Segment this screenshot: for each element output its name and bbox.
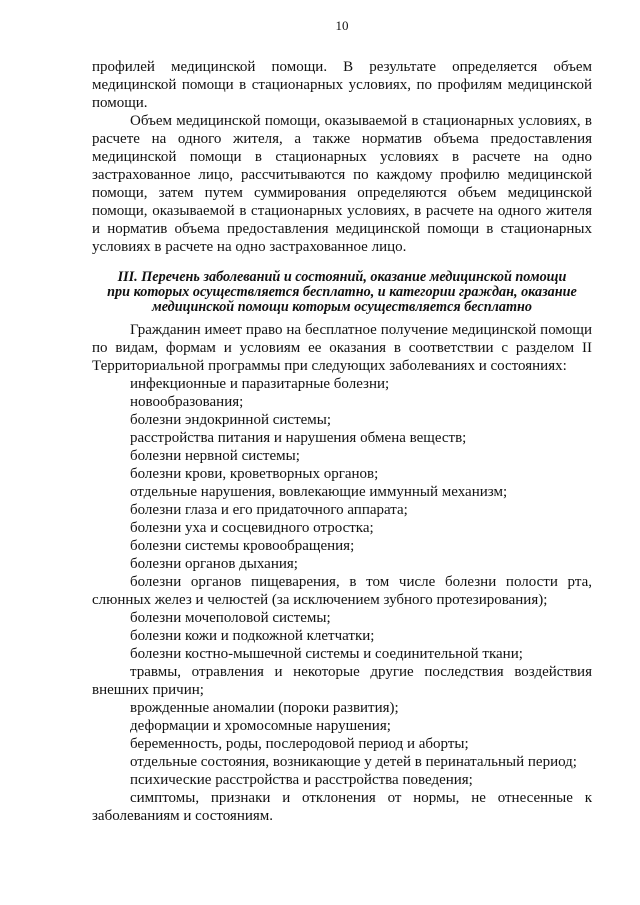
list-item: болезни глаза и его придаточного аппарата; (130, 502, 408, 518)
paragraph-continuation: профилей медицинской помощи. В результате определяется объем медицинской помощи в стационарных условиях, по профилям медицинской помощи. (92, 59, 592, 111)
spacer (92, 256, 592, 270)
list-item: болезни уха и сосцевидного отростка; (130, 520, 374, 536)
list-item: болезни органов дыхания; (130, 556, 298, 572)
list-item: болезни костно-мышечной системы и соединительной ткани; (130, 646, 523, 662)
list-item: болезни органов пищеварения, в том числе болезни полости рта, слюнных желез и челюстей (за исключением зубного протезирования); (92, 574, 592, 608)
list-item: психические расстройства и расстройства поведения; (130, 772, 473, 788)
disease-list (92, 375, 592, 825)
list-item: новообразования; (130, 394, 244, 410)
list-item: деформации и хромосомные нарушения; (130, 718, 391, 734)
list-item: отдельные нарушения, вовлекающие иммунный механизм; (130, 484, 508, 500)
list-item: инфекционные и паразитарные болезни; (130, 376, 390, 392)
section-intro: Гражданин имеет право на бесплатное получение медицинской помощи по видам, формам и условиям ее оказания в соответствии с разделом II Территориальной программы при следующих заболеваниях и состояниях: (92, 322, 592, 374)
list-item: травмы, отравления и некоторые другие последствия воздействия внешних причин; (92, 664, 592, 698)
list-item: болезни нервной системы; (130, 448, 300, 464)
list-item: симптомы, признаки и отклонения от нормы, не отнесенные к заболеваниям и состояниям. (92, 790, 592, 824)
list-item: расстройства питания и нарушения обмена веществ; (130, 430, 467, 446)
section-heading-line: медицинской помощи которым осуществляется бесплатно (152, 299, 532, 315)
list-item: болезни эндокринной системы; (130, 412, 332, 428)
section-heading-line: при которых осуществляется бесплатно, и категории граждан, оказание (107, 284, 577, 300)
list-item: болезни мочеполовой системы; (130, 610, 331, 626)
paragraph-volume-calculation: Объем медицинской помощи, оказываемой в стационарных условиях, в расчете на одного жителя, а также норматив объема предоставления медицинской помощи в стационарных условиях в расчете на одно застрахованное лицо, рассчитываются по каждому профилю медицинской помощи, затем путем суммирования определяются объем медицинской помощи, оказываемой в стационарных условиях, в расчете на одного жителя и норматив объема предоставления медицинской помощи в стационарных условиях в расчете на одно застрахованное лицо. (92, 113, 592, 255)
section-heading-line: III. Перечень заболеваний и состояний, оказание медицинской помощи (117, 269, 567, 285)
page-number: 10 (335, 18, 349, 33)
list-item: болезни крови, кроветворных органов; (130, 466, 379, 482)
list-item: болезни кожи и подкожной клетчатки; (130, 628, 375, 644)
list-item: беременность, роды, послеродовой период и аборты; (130, 736, 469, 752)
list-item: врожденные аномалии (пороки развития); (130, 700, 399, 716)
section-heading (92, 270, 592, 315)
list-item: болезни системы кровообращения; (130, 538, 355, 554)
document-page (92, 18, 592, 825)
list-item: отдельные состояния, возникающие у детей в перинатальный период; (130, 754, 577, 770)
